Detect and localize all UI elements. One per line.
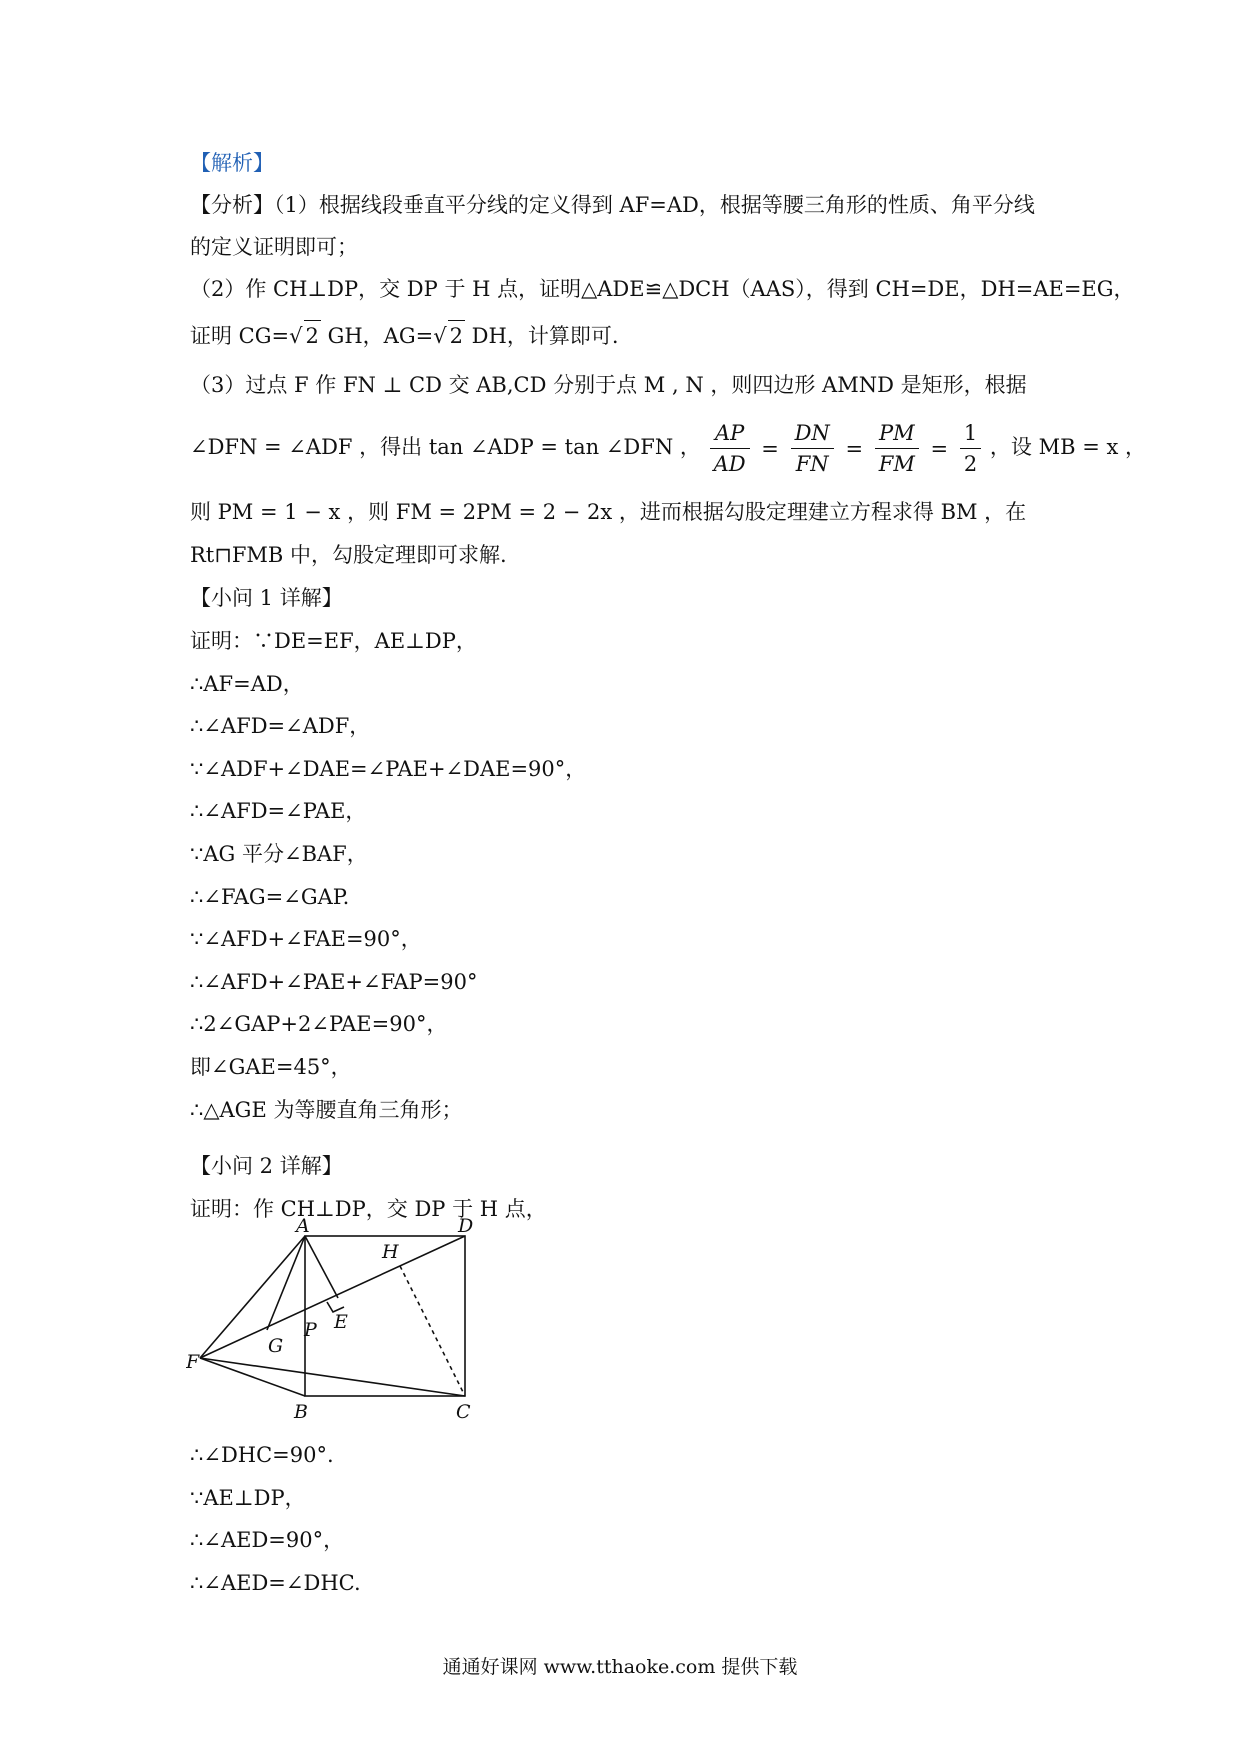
label-c: C [456,1401,471,1423]
proof-line: ∴AF=AD， [190,671,304,696]
proof-line: ∴2∠GAP+2∠PAE=90°， [190,1012,448,1037]
proof-line: 即∠GAE=45°， [190,1055,352,1079]
fraction-dn-fn [791,418,834,479]
analysis-line-6-post: ，设 MB = x ， [989,435,1146,459]
fraction-denominator: FN [795,452,829,476]
sqrt-symbol-2: √ [433,324,447,348]
part2-heading: 【小问 2 详解】 [190,1154,343,1178]
analysis-line-6-pre: ∠DFN = ∠ADF ，得出 tan ∠ADP = tan ∠DFN ， [190,435,701,459]
segment-ch-dashed [400,1266,465,1396]
analysis-line-7: 则 PM = 1 − x ，则 FM = 2PM = 2 − 2x ，进而根据勾股定理建立方程求得 BM ，在 [190,500,1027,524]
analysis-line-4 [190,320,619,351]
proof-line: ∴△AGE 为等腰直角三角形； [190,1097,463,1122]
equals-sign: = [845,436,864,461]
analysis-line-3: （2）作 CH⊥DP，交 DP 于 H 点，证明△ADE≌△DCH（AAS），得到 CH=DE，DH=AE=EG， [190,277,1135,301]
analysis-line-4-mid: GH，AG= [327,324,434,348]
part1-heading: 【小问 1 详解】 [190,586,343,610]
analysis-line-2: 的定义证明即可； [190,235,358,259]
label-p: P [304,1319,317,1341]
label-g: G [268,1335,284,1357]
analysis-line-1: 【分析】（1）根据线段垂直平分线的定义得到 AF=AD，根据等腰三角形的性质、角平分线 [190,193,1035,217]
proof-line: ∵∠ADF+∠DAE=∠PAE+∠DAE=90°， [190,756,587,781]
proof-line: ∵AG 平分∠BAF， [190,842,368,866]
segment-af [200,1236,305,1358]
proof-line: ∴∠AED=∠DHC. [190,1570,361,1595]
equals-sign: = [761,436,779,461]
analysis-line-4-pre: 证明 CG= [190,324,290,348]
label-h: H [382,1241,399,1263]
fraction-numerator: PM [875,418,919,449]
proof-line: ∴∠AED=90°， [190,1528,345,1553]
proof-line: ∴∠AFD=∠ADF， [190,714,371,739]
analysis-line-4-post: DH，计算即可. [471,324,619,348]
sqrt-symbol-1: √ [289,324,303,348]
analysis-line-6 [190,418,1146,479]
segment-fd [200,1236,465,1358]
proof-line: ∴∠DHC=90°. [190,1443,334,1467]
fraction-denominator: AD [713,452,746,476]
fraction-numerator: 1 [960,418,981,449]
segment-fb [200,1358,305,1396]
fraction-denominator: FM [878,452,915,476]
label-e: E [334,1311,348,1333]
analysis-line-8: Rt⊓FMB 中，勾股定理即可求解. [190,543,507,567]
label-b: B [294,1401,308,1423]
fraction-one-half [960,418,981,479]
segment-ae [305,1236,338,1298]
proof-line: ∴∠AFD+∠PAE+∠FAP=90° [190,969,478,994]
segment-ag [267,1236,305,1330]
page-footer: 通通好课网 www.tthaoke.com 提供下载 [442,1656,798,1678]
proof-line: ∵∠AFD+∠FAE=90°， [190,927,422,952]
label-f: F [186,1351,200,1373]
fraction-numerator: AP [710,418,750,449]
label-d: D [458,1218,474,1237]
jiexi-heading: 【解析】 [190,151,274,175]
part2-intro: 证明：作 CH⊥DP，交 DP 于 H 点， [190,1197,547,1221]
label-a: A [296,1218,310,1237]
sqrt-value-2: 2 [448,320,465,351]
proof-line: ∴∠AFD=∠PAE， [190,799,367,824]
sqrt-value-1: 2 [304,320,321,351]
analysis-line-5: （3）过点 F 作 FN ⊥ CD 交 AB,CD 分别于点 M , N ，则四边形 AMND 是矩形，根据 [190,373,1027,397]
fraction-numerator: DN [791,418,834,449]
proof-line: ∵AE⊥DP， [190,1485,306,1510]
geometry-figure [186,1218,476,1424]
fraction-pm-fm [875,418,919,479]
proof-line: ∴∠FAG=∠GAP. [190,884,350,909]
proof-line: 证明：∵DE=EF，AE⊥DP， [190,629,477,653]
segment-fc [200,1358,465,1396]
equals-sign: = [930,436,949,461]
fraction-denominator: 2 [963,452,978,476]
fraction-ap-ad [710,418,750,479]
